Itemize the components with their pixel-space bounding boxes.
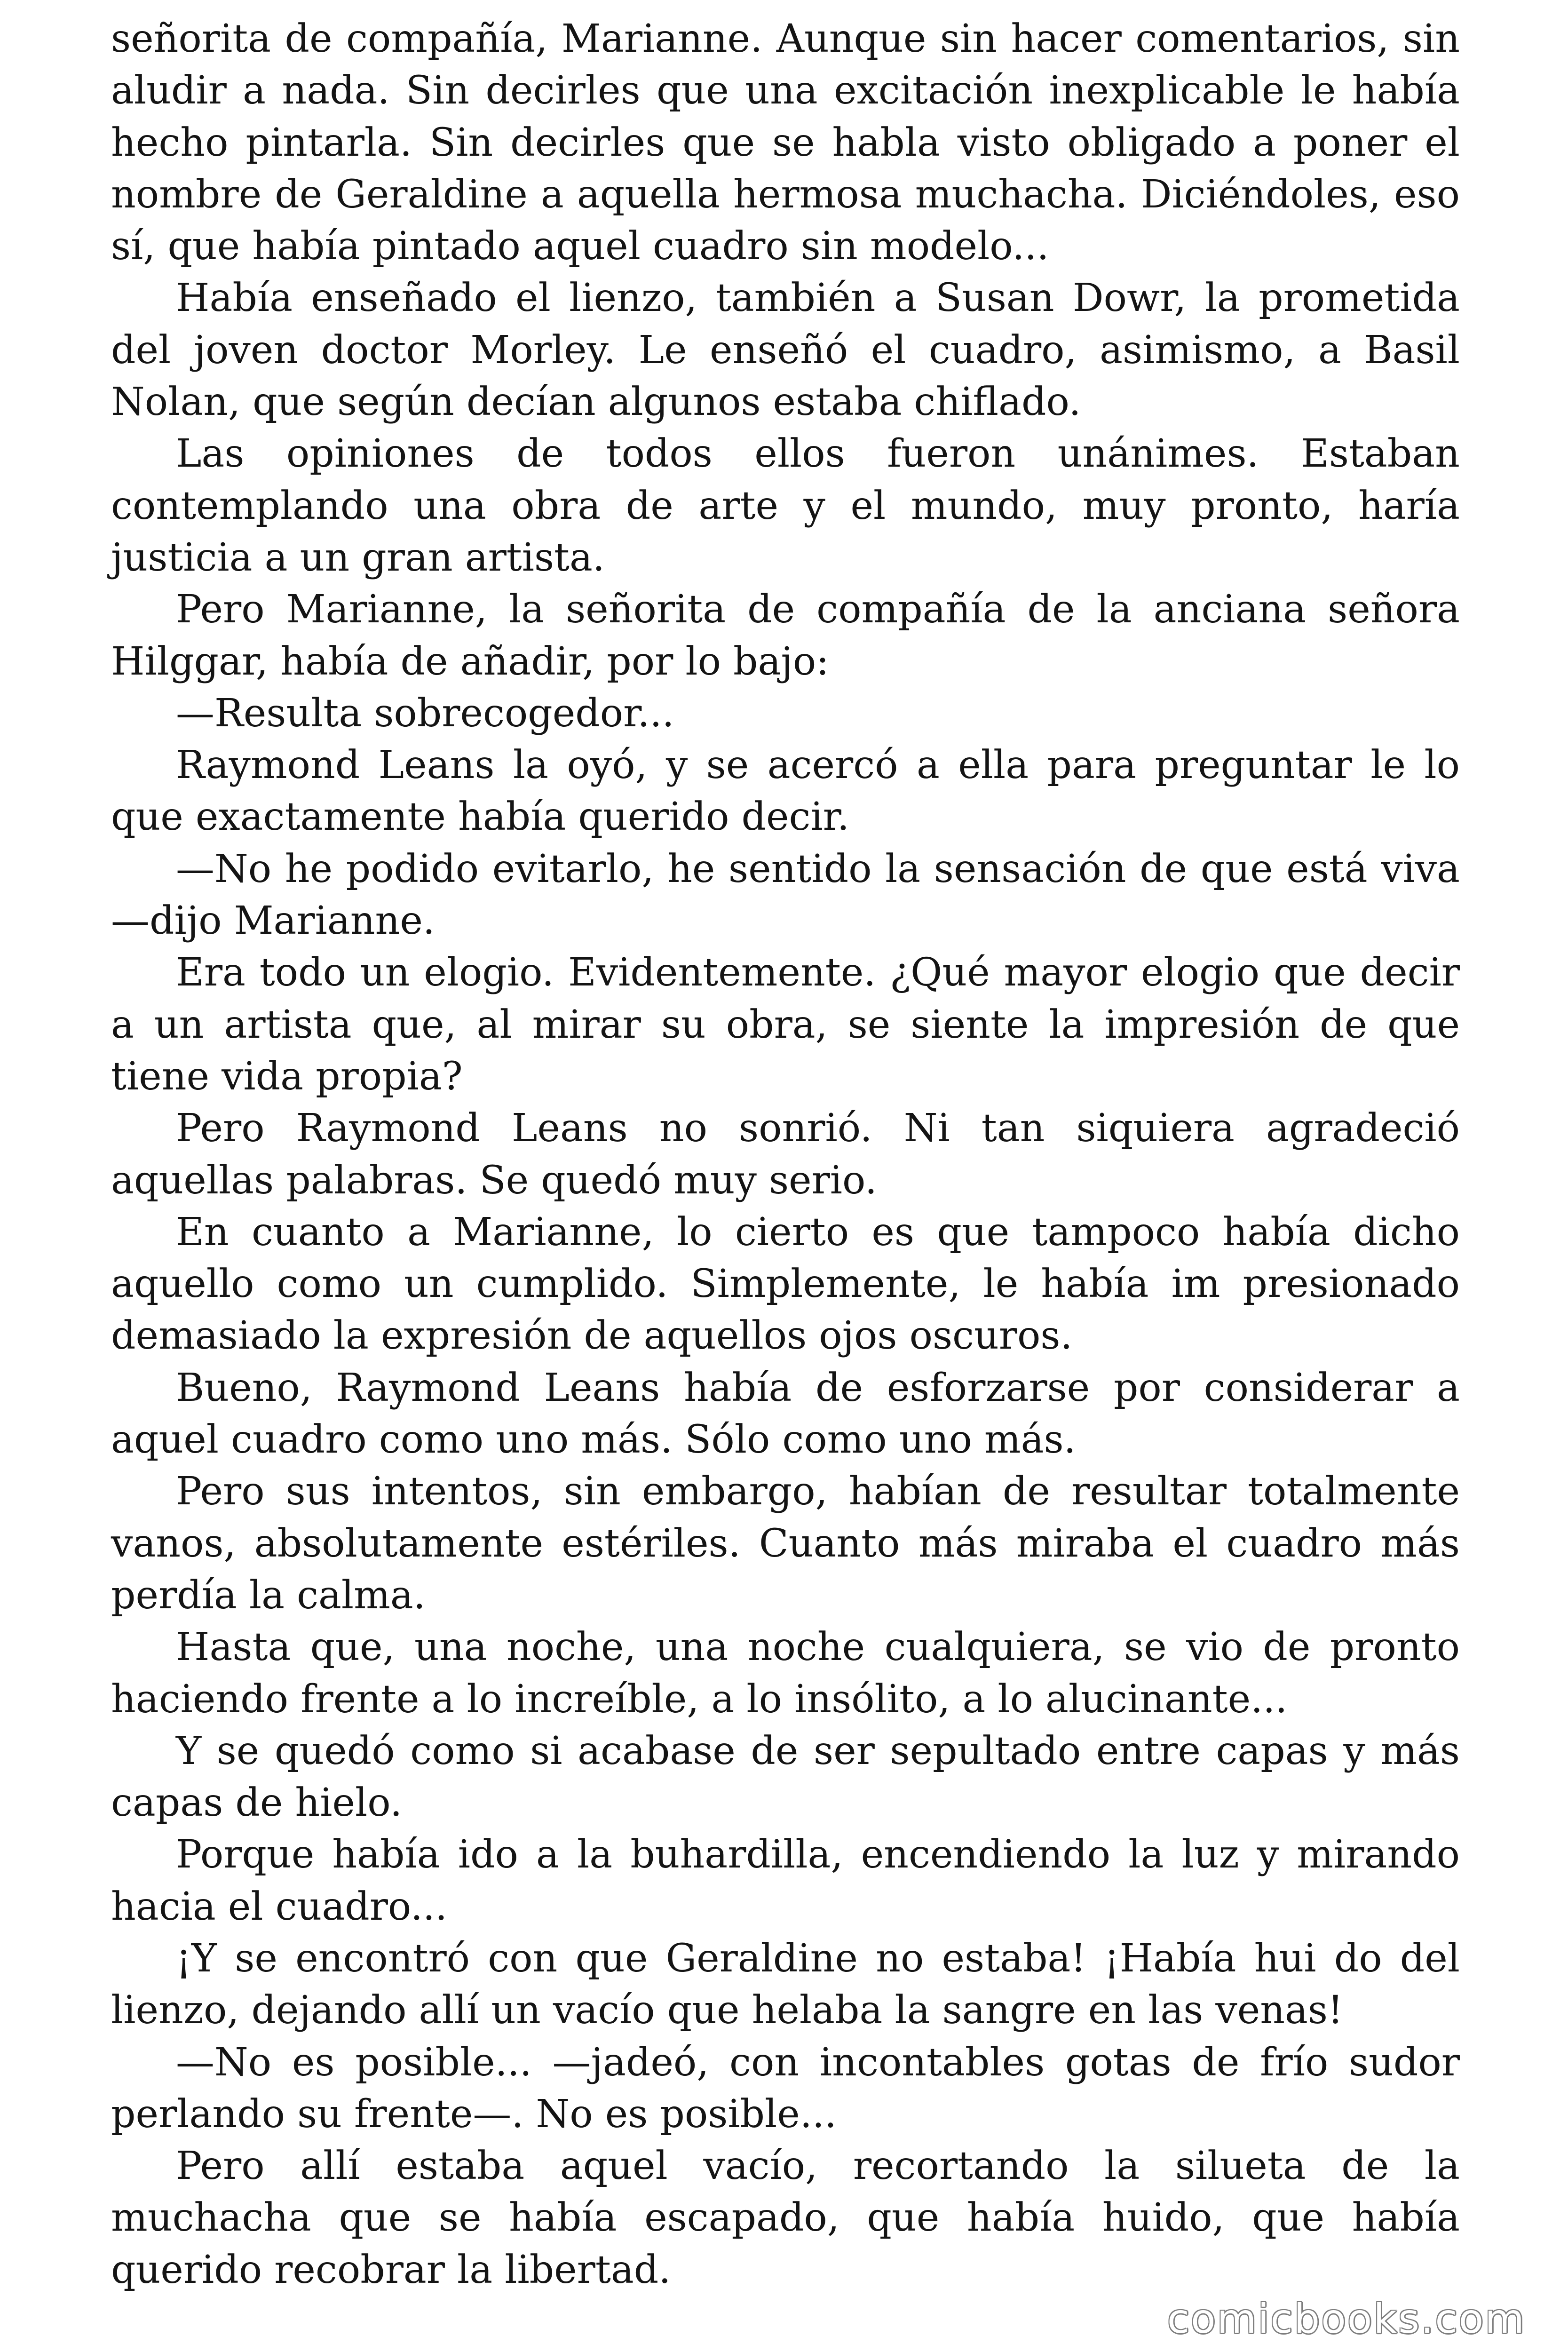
paragraph: —No he podido evitarlo, he sentido la sensación de que está viva —dijo Marianne. (111, 846, 1460, 944)
paragraph: Raymond Leans la oyó, y se acercó a ella para preguntar le lo que exactamente había querido decir. (111, 743, 1460, 840)
paragraph: Porque había ido a la buhardilla, encendiendo la luz y mirando hacia el cuadro... (111, 1832, 1460, 1929)
paragraph: Pero sus intentos, sin embargo, habían de resultar totalmente vanos, absolutamente estériles. Cuanto más miraba el cuadro más perdía la calma. (111, 1469, 1460, 1618)
paragraph: Las opiniones de todos ellos fueron unánimes. Estaban contemplando una obra de arte y el mundo, muy pronto, haría justicia a un gran artista. (111, 431, 1460, 580)
paragraph: Pero allí estaba aquel vacío, recortando la silueta de la muchacha que se había escapado, que había huido, que había querido recobrar la libertad. (111, 2144, 1460, 2292)
watermark: comicbooks.com (1167, 2296, 1526, 2343)
paragraph: En cuanto a Marianne, lo cierto es que tampoco había dicho aquello como un cumplido. Simplemente, le había im presionado demasiado la expresión de aquellos ojos oscuros. (111, 1209, 1460, 1359)
paragraph: —Resulta sobrecogedor... (176, 691, 674, 736)
paragraph: ¡Y se encontró con que Geraldine no estaba! ¡Había hui do del lienzo, dejando allí un vacío que helaba la sangre en las venas! (111, 1936, 1460, 2033)
paragraph: señorita de compañía, Marianne. Aunque sin hacer comentarios, sin aludir a nada. Sin decirles que una excitación inexplicable le había hecho pintarla. Sin decirles que se habla visto obligado a poner el nombre de Geraldine a aquella hermosa muchacha. Diciéndoles, eso sí, que había pintado aquel cuadro sin modelo... (111, 16, 1460, 269)
paragraph: Había enseñado el lienzo, también a Susan Dowr, la prometida del joven doctor Morley. Le enseñó el cuadro, asimismo, a Basil Nolan, que según decían algunos estaba chiflado. (111, 276, 1460, 425)
paragraph: Pero Raymond Leans no sonrió. Ni tan siquiera agradeció aquellas palabras. Se quedó muy serio. (111, 1106, 1460, 1203)
paragraph: Pero Marianne, la señorita de compañía de la anciana señora Hilggar, había de añadir, por lo bajo: (111, 587, 1460, 684)
paragraph: —No es posible... —jadeó, con incontables gotas de frío sudor perlando su frente—. No es posible... (111, 2040, 1460, 2137)
paragraph: Y se quedó como si acabase de ser sepultado entre capas y más capas de hielo. (111, 1728, 1460, 1826)
paragraph: Hasta que, una noche, una noche cualquiera, se vio de pronto haciendo frente a lo increíble, a lo insólito, a lo alucinante... (111, 1625, 1460, 1722)
paragraph: Bueno, Raymond Leans había de esforzarse por considerar a aquel cuadro como uno más. Sólo como uno más. (111, 1365, 1460, 1462)
page-text (111, 13, 1460, 2296)
paragraph: Era todo un elogio. Evidentemente. ¿Qué mayor elogio que decir a un artista que, al mirar su obra, se siente la impresión de que tiene vida propia? (111, 950, 1460, 1099)
